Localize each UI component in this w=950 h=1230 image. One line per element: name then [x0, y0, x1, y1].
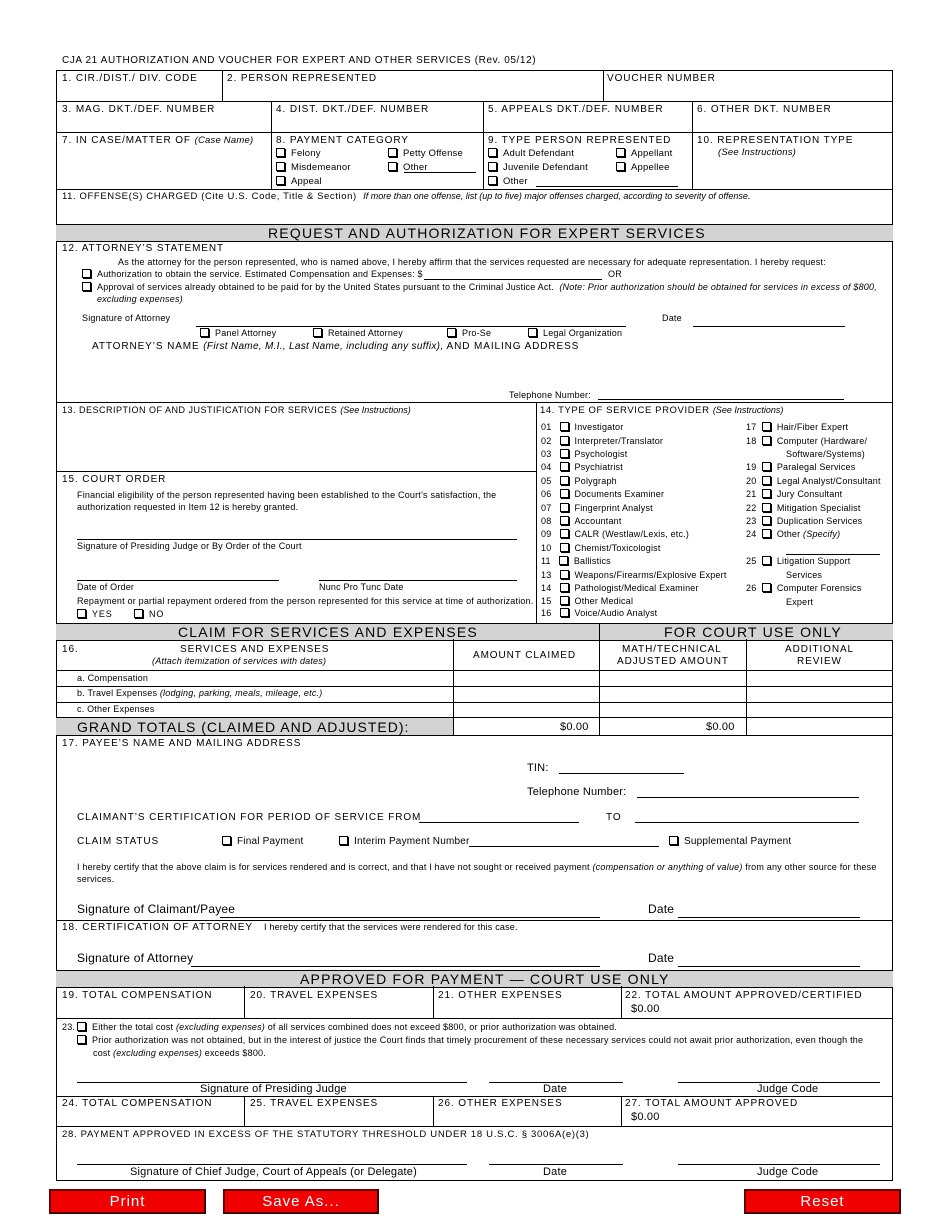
provider-15[interactable]: 15 Other Medical	[541, 596, 634, 606]
provider-17[interactable]: 17 Hair/Fiber Expert	[746, 422, 849, 432]
supplemental-payment-checkbox[interactable]: Supplemental Payment	[669, 836, 791, 848]
court-order-text-2: authorization requested in Item 12 is hereby granted.	[77, 502, 299, 512]
prior-authorization-checkbox[interactable]: Prior authorization was not obtained, but in the interest of justice the Court finds that timely procurement of these necessary services could not await prior authorization, even though the	[77, 1035, 863, 1045]
provider-08[interactable]: 08 Accountant	[541, 516, 622, 526]
nunc-pro-tunc-field[interactable]: Nunc Pro Tunc Date	[319, 582, 404, 592]
claimant-date-label: Date	[648, 902, 675, 916]
type-person-label: 9. TYPE PERSON REPRESENTED	[488, 135, 672, 146]
provider-25-cont: Services	[786, 570, 823, 580]
judge-code-23: Judge Code	[757, 1083, 819, 1095]
provider-25[interactable]: 25 Litigation Support	[746, 556, 851, 566]
provider-14[interactable]: 14 Pathologist/Medical Examiner	[541, 583, 699, 593]
court-use-band-title: FOR COURT USE ONLY	[664, 624, 842, 640]
payee-telephone-label: Telephone Number:	[527, 786, 627, 798]
claim-band-title: CLAIM FOR SERVICES AND EXPENSES	[178, 624, 478, 640]
total-approved-22-label: 22. TOTAL AMOUNT APPROVED/CERTIFIED	[625, 990, 863, 1001]
total-compensation-24-field[interactable]: 24. TOTAL COMPENSATION	[62, 1098, 213, 1109]
provider-02[interactable]: 02 Interpreter/Translator	[541, 436, 664, 446]
additional-header: ADDITIONAL	[785, 644, 855, 655]
other-dkt-field[interactable]: 6. OTHER DKT. NUMBER	[697, 104, 832, 115]
to-label: TO	[606, 812, 622, 823]
form-title: CJA 21 AUTHORIZATION AND VOUCHER FOR EXPERT AND OTHER SERVICES (Rev. 05/12)	[62, 55, 537, 66]
approved-band-title: APPROVED FOR PAYMENT — COURT USE ONLY	[300, 971, 670, 987]
presiding-judge-signature-23: Signature of Presiding Judge	[200, 1083, 347, 1095]
other-expenses-21-field[interactable]: 21. OTHER EXPENSES	[438, 990, 563, 1001]
math-technical-header: MATH/TECHNICAL	[622, 644, 722, 655]
judge-code-28: Judge Code	[757, 1166, 819, 1178]
or-text: OR	[608, 269, 622, 279]
approval-note: excluding expenses)	[97, 294, 183, 304]
other-person-checkbox[interactable]: Other	[488, 176, 528, 188]
provider-01[interactable]: 01 Investigator	[541, 422, 624, 432]
travel-expenses-25-field[interactable]: 25. TRAVEL EXPENSES	[250, 1098, 379, 1109]
services-subheader: (Attach itemization of services with dates)	[152, 656, 327, 666]
provider-21[interactable]: 21 Jury Consultant	[746, 489, 843, 499]
attorney-signature-label: Signature of Attorney	[82, 313, 171, 323]
section-16-label: 16.	[62, 644, 79, 655]
dist-dkt-field[interactable]: 4. DIST. DKT./DEF. NUMBER	[276, 104, 430, 115]
appellee-checkbox[interactable]: Appellee	[616, 162, 670, 174]
claim-status-label: CLAIM STATUS	[77, 836, 160, 847]
panel-attorney-checkbox[interactable]: Panel Attorney	[200, 328, 276, 338]
request-band-title: REQUEST AND AUTHORIZATION FOR EXPERT SERVICES	[268, 225, 706, 241]
juvenile-defendant-checkbox[interactable]: Juvenile Defendant	[488, 162, 588, 174]
mag-dkt-field[interactable]: 3. MAG. DKT./DEF. NUMBER	[62, 104, 216, 115]
provider-22[interactable]: 22 Mitigation Specialist	[746, 503, 861, 513]
provider-13[interactable]: 13 Weapons/Firearms/Explosive Expert	[541, 570, 727, 580]
total-approved-22-value: $0.00	[631, 1003, 660, 1015]
certification-text-2: services.	[77, 874, 115, 884]
total-approved-27-label: 27. TOTAL AMOUNT APPROVED	[625, 1098, 799, 1109]
provider-23[interactable]: 23 Duplication Services	[746, 516, 863, 526]
amount-claimed-header: AMOUNT CLAIMED	[473, 650, 576, 661]
case-name-field[interactable]: 7. IN CASE/MATTER OF (Case Name)	[62, 135, 254, 146]
provider-10[interactable]: 10 Chemist/Toxicologist	[541, 543, 661, 553]
certification-attorney-signature-label: Signature of Attorney	[77, 951, 194, 965]
interim-payment-checkbox[interactable]: Interim Payment Number	[339, 836, 470, 848]
total-compensation-19-field[interactable]: 19. TOTAL COMPENSATION	[62, 990, 213, 1001]
voucher-number-field[interactable]: VOUCHER NUMBER	[607, 73, 716, 84]
certification-text-1: I hereby certify that the above claim is for services rendered and is correct, and that I have not sought or received payment (compensation or anything of value) from any other source for these	[77, 862, 877, 872]
date-28: Date	[543, 1166, 568, 1178]
person-represented-field[interactable]: 2. PERSON REPRESENTED	[227, 73, 378, 84]
date-23: Date	[543, 1083, 568, 1095]
total-approved-27-value: $0.00	[631, 1111, 660, 1123]
prior-authorization-text: cost (excluding expenses) exceeds $800.	[93, 1048, 266, 1058]
grand-total-adjusted: $0.00	[706, 721, 735, 733]
description-field[interactable]: 13. DESCRIPTION OF AND JUSTIFICATION FOR SERVICES (See Instructions)	[62, 405, 411, 415]
save-as-button[interactable]: Save As...	[223, 1189, 379, 1214]
payee-name-field[interactable]: 17. PAYEE’S NAME AND MAILING ADDRESS	[62, 738, 302, 749]
chief-judge-signature-label: Signature of Chief Judge, Court of Appeals (or Delegate)	[130, 1166, 417, 1178]
certification-attorney-date-label: Date	[648, 951, 675, 965]
repay-yes-checkbox[interactable]: YES	[77, 609, 113, 619]
court-order-label: 15. COURT ORDER	[62, 474, 167, 485]
retained-attorney-checkbox[interactable]: Retained Attorney	[313, 328, 403, 338]
provider-11[interactable]: 11 Ballistics	[541, 556, 611, 566]
attorney-statement-label: 12. ATTORNEY’S STATEMENT	[62, 243, 224, 254]
authorization-checkbox[interactable]: Authorization to obtain the service. Estimated Compensation and Expenses: $	[82, 269, 423, 279]
review-header: REVIEW	[797, 656, 842, 667]
other-expenses-26-field[interactable]: 26. OTHER EXPENSES	[438, 1098, 563, 1109]
presiding-judge-signature-label: Signature of Presiding Judge or By Order of the Court	[77, 541, 302, 551]
tin-label: TIN:	[527, 762, 549, 774]
services-header: SERVICES AND EXPENSES	[180, 644, 330, 655]
legal-organization-checkbox[interactable]: Legal Organization	[528, 328, 622, 338]
provider-16[interactable]: 16 Voice/Audio Analyst	[541, 608, 658, 618]
claimant-signature-label: Signature of Claimant/Payee	[77, 902, 236, 916]
provider-19[interactable]: 19 Paralegal Services	[746, 462, 856, 472]
payment-category-label: 8. PAYMENT CATEGORY	[276, 135, 409, 146]
representation-type-field[interactable]: 10. REPRESENTATION TYPE	[697, 135, 854, 146]
provider-04[interactable]: 04 Psychiatrist	[541, 462, 623, 472]
date-of-order-field[interactable]: Date of Order	[77, 582, 135, 592]
print-button[interactable]: Print	[49, 1189, 206, 1214]
representation-type-hint: (See Instructions)	[718, 147, 797, 158]
provider-24[interactable]: 24 Other (Specify)	[746, 529, 841, 539]
provider-06[interactable]: 06 Documents Examiner	[541, 489, 665, 499]
other-expenses-row[interactable]: c. Other Expenses	[77, 704, 155, 714]
total-cost-checkbox[interactable]: Either the total cost (excluding expenses) of all services combined does not exceed $800, or prior authorization was obtained.	[77, 1022, 617, 1032]
service-provider-label: 14. TYPE OF SERVICE PROVIDER (See Instructions)	[540, 405, 784, 416]
compensation-row[interactable]: a. Compensation	[77, 673, 149, 683]
section-23-label: 23.	[62, 1022, 76, 1032]
repayment-text: Repayment or partial repayment ordered from the person represented for this service at time of authorization.	[77, 596, 534, 606]
attorney-name-field[interactable]: ATTORNEY’S NAME (First Name, M.I., Last Name, including any suffix), AND MAILING ADDRESS	[92, 341, 580, 352]
claimant-certification-label: CLAIMANT’S CERTIFICATION FOR PERIOD OF SERVICE FROM	[77, 812, 422, 823]
attorney-statement-text: As the attorney for the person represented, who is named above, I hereby affirm that the services requested are necessary for adequate representation. I hereby request:	[118, 257, 826, 267]
approval-checkbox[interactable]: Approval of services already obtained to be paid for by the United States pursuant to the Criminal Justice Act. (Note: Prior authorization should be obtained for services in excess of $800,	[82, 282, 877, 292]
provider-18-cont: Software/Systems)	[786, 449, 865, 459]
misdemeanor-checkbox[interactable]: Misdemeanor	[276, 162, 351, 174]
attorney-date-label: Date	[662, 313, 682, 323]
repay-no-checkbox[interactable]: NO	[134, 609, 164, 619]
provider-07[interactable]: 07 Fingerprint Analyst	[541, 503, 653, 513]
offense-charged-field[interactable]: 11. OFFENSE(S) CHARGED (Cite U.S. Code, Title & Section) If more than one offense, list (up to five) major offenses charged, according to severity of offense.	[62, 191, 751, 202]
provider-20[interactable]: 20 Legal Analyst/Consultant	[746, 476, 881, 486]
provider-03[interactable]: 03 Psychologist	[541, 449, 628, 459]
reset-button[interactable]: Reset	[744, 1189, 901, 1214]
pro-se-checkbox[interactable]: Pro-Se	[447, 328, 491, 338]
provider-05[interactable]: 05 Polygraph	[541, 476, 617, 486]
petty-offense-checkbox[interactable]: Petty Offense	[388, 148, 463, 160]
travel-expenses-row[interactable]: b. Travel Expenses (lodging, parking, meals, mileage, etc.)	[77, 688, 323, 698]
attorney-certification-label: 18. CERTIFICATION OF ATTORNEY I hereby certify that the services were rendered for this case.	[62, 922, 518, 933]
adult-defendant-checkbox[interactable]: Adult Defendant	[488, 148, 574, 160]
provider-26-cont: Expert	[786, 597, 814, 607]
appeals-dkt-field[interactable]: 5. APPEALS DKT./DEF. NUMBER	[488, 104, 664, 115]
provider-18[interactable]: 18 Computer (Hardware/	[746, 436, 868, 446]
adjusted-amount-header: ADJUSTED AMOUNT	[617, 656, 729, 667]
provider-26[interactable]: 26 Computer Forensics	[746, 583, 862, 593]
final-payment-checkbox[interactable]: Final Payment	[222, 836, 304, 848]
court-order-text-1: Financial eligibility of the person represented having been established to the Court’s satisfaction, the	[77, 490, 497, 500]
appeal-checkbox[interactable]: Appeal	[276, 176, 322, 188]
grand-totals-label: GRAND TOTALS (CLAIMED AND ADJUSTED):	[77, 719, 410, 735]
travel-expenses-20-field[interactable]: 20. TRAVEL EXPENSES	[250, 990, 379, 1001]
appellant-checkbox[interactable]: Appellant	[616, 148, 672, 160]
payment-excess-label: 28. PAYMENT APPROVED IN EXCESS OF THE STATUTORY THRESHOLD UNDER 18 U.S.C. § 3006A(e)(3)	[62, 1129, 590, 1140]
felony-checkbox[interactable]: Felony	[276, 148, 321, 160]
cir-dist-div-code-field[interactable]: 1. CIR./DIST./ DIV. CODE	[62, 73, 198, 84]
grand-total-claimed: $0.00	[560, 721, 589, 733]
provider-09[interactable]: 09 CALR (Westlaw/Lexis, etc.)	[541, 529, 690, 539]
other-category-checkbox[interactable]: Other	[388, 162, 428, 174]
attorney-telephone-label: Telephone Number:	[509, 390, 591, 400]
